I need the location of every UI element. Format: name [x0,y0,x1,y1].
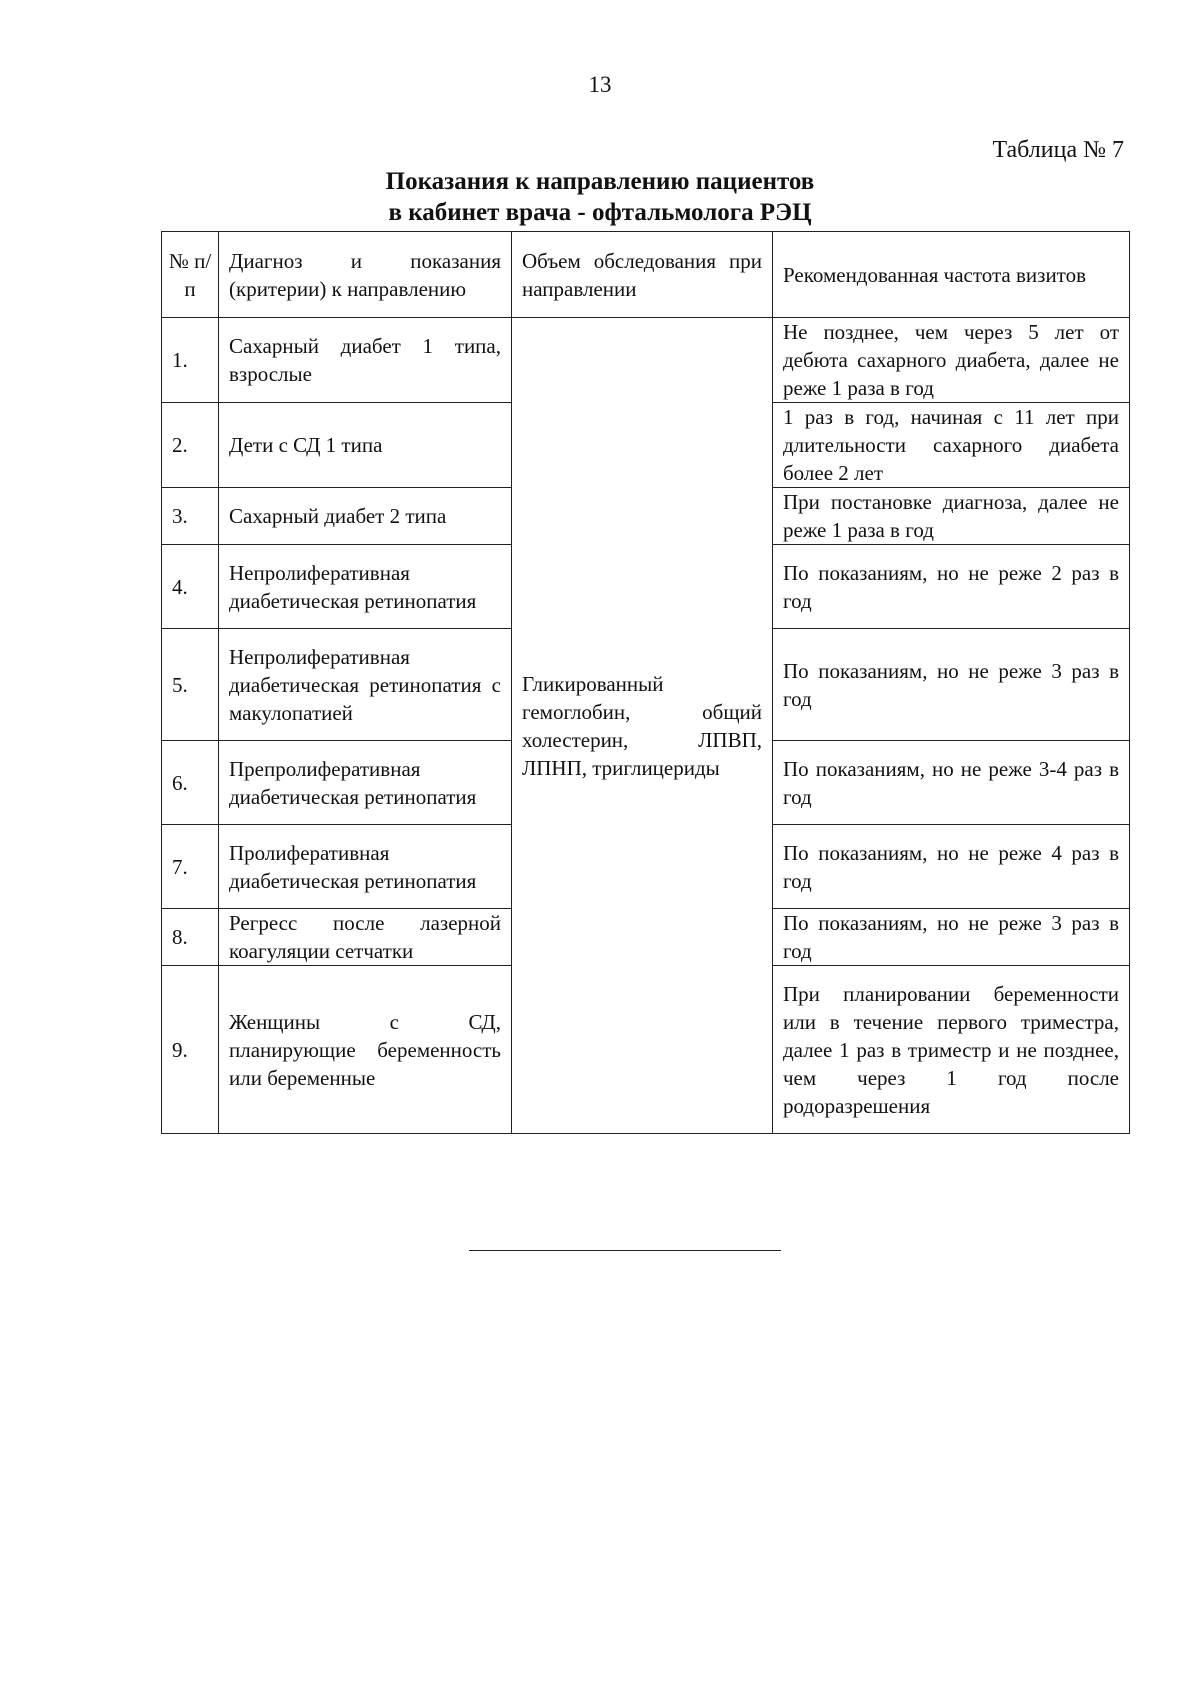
row-diagnosis: Регресс после лазерной коагуляции сетчатки [219,909,512,966]
row-num: 4. [162,545,219,629]
row-frequency: Не позднее, чем через 5 лет от дебюта сахарного диабета, далее не реже 1 раза в год [773,318,1130,403]
end-separator-line [469,1250,781,1251]
row-diagnosis: Женщины с СД, планирующие беременность или беременные [219,966,512,1134]
header-exam: Объем обследования при направлении [512,232,773,318]
row-frequency: По показаниям, но не реже 3 раз в год [773,629,1130,741]
row-num: 2. [162,403,219,488]
row-num: 9. [162,966,219,1134]
row-diagnosis: Сахарный диабет 2 типа [219,488,512,545]
row-diagnosis: Непролиферативная диабетическая ретинопатия с макулопатией [219,629,512,741]
table-label: Таблица № 7 [992,137,1124,163]
table-row [162,318,1130,403]
exam-common-cell: Гликированный гемоглобин, общий холестерин, ЛПВП, ЛПНП, триглицериды [512,318,773,1134]
row-num: 7. [162,825,219,909]
row-num: 5. [162,629,219,741]
row-diagnosis: Непролиферативная диабетическая ретинопатия [219,545,512,629]
row-diagnosis: Сахарный диабет 1 типа, взрослые [219,318,512,403]
header-num: № п/п [162,232,219,318]
row-frequency: 1 раз в год, начиная с 11 лет при длительности сахарного диабета более 2 лет [773,403,1130,488]
row-diagnosis: Препролиферативная диабетическая ретинопатия [219,741,512,825]
row-num: 6. [162,741,219,825]
header-diagnosis: Диагноз и показания (критерии) к направлению [219,232,512,318]
table-title [0,166,1200,228]
row-diagnosis: Дети с СД 1 типа [219,403,512,488]
row-frequency: По показаниям, но не реже 3-4 раз в год [773,741,1130,825]
row-frequency: При планировании беременности или в течение первого триместра, далее 1 раз в триместр и не позднее, чем через 1 год после родоразрешения [773,966,1130,1134]
row-num: 3. [162,488,219,545]
row-num: 1. [162,318,219,403]
header-frequency: Рекомендованная частота визитов [773,232,1130,318]
row-frequency: По показаниям, но не реже 2 раз в год [773,545,1130,629]
referral-table [161,231,1130,1134]
row-frequency: При постановке диагноза, далее не реже 1 раза в год [773,488,1130,545]
table-header-row [162,232,1130,318]
row-diagnosis: Пролиферативная диабетическая ретинопатия [219,825,512,909]
page-number: 13 [588,72,612,97]
row-frequency: По показаниям, но не реже 4 раз в год [773,825,1130,909]
title-line-1: Показания к направлению пациентов [385,168,815,195]
row-frequency: По показаниям, но не реже 3 раз в год [773,909,1130,966]
title-line-2: в кабинет врача - офтальмолога РЭЦ [388,199,812,226]
row-num: 8. [162,909,219,966]
